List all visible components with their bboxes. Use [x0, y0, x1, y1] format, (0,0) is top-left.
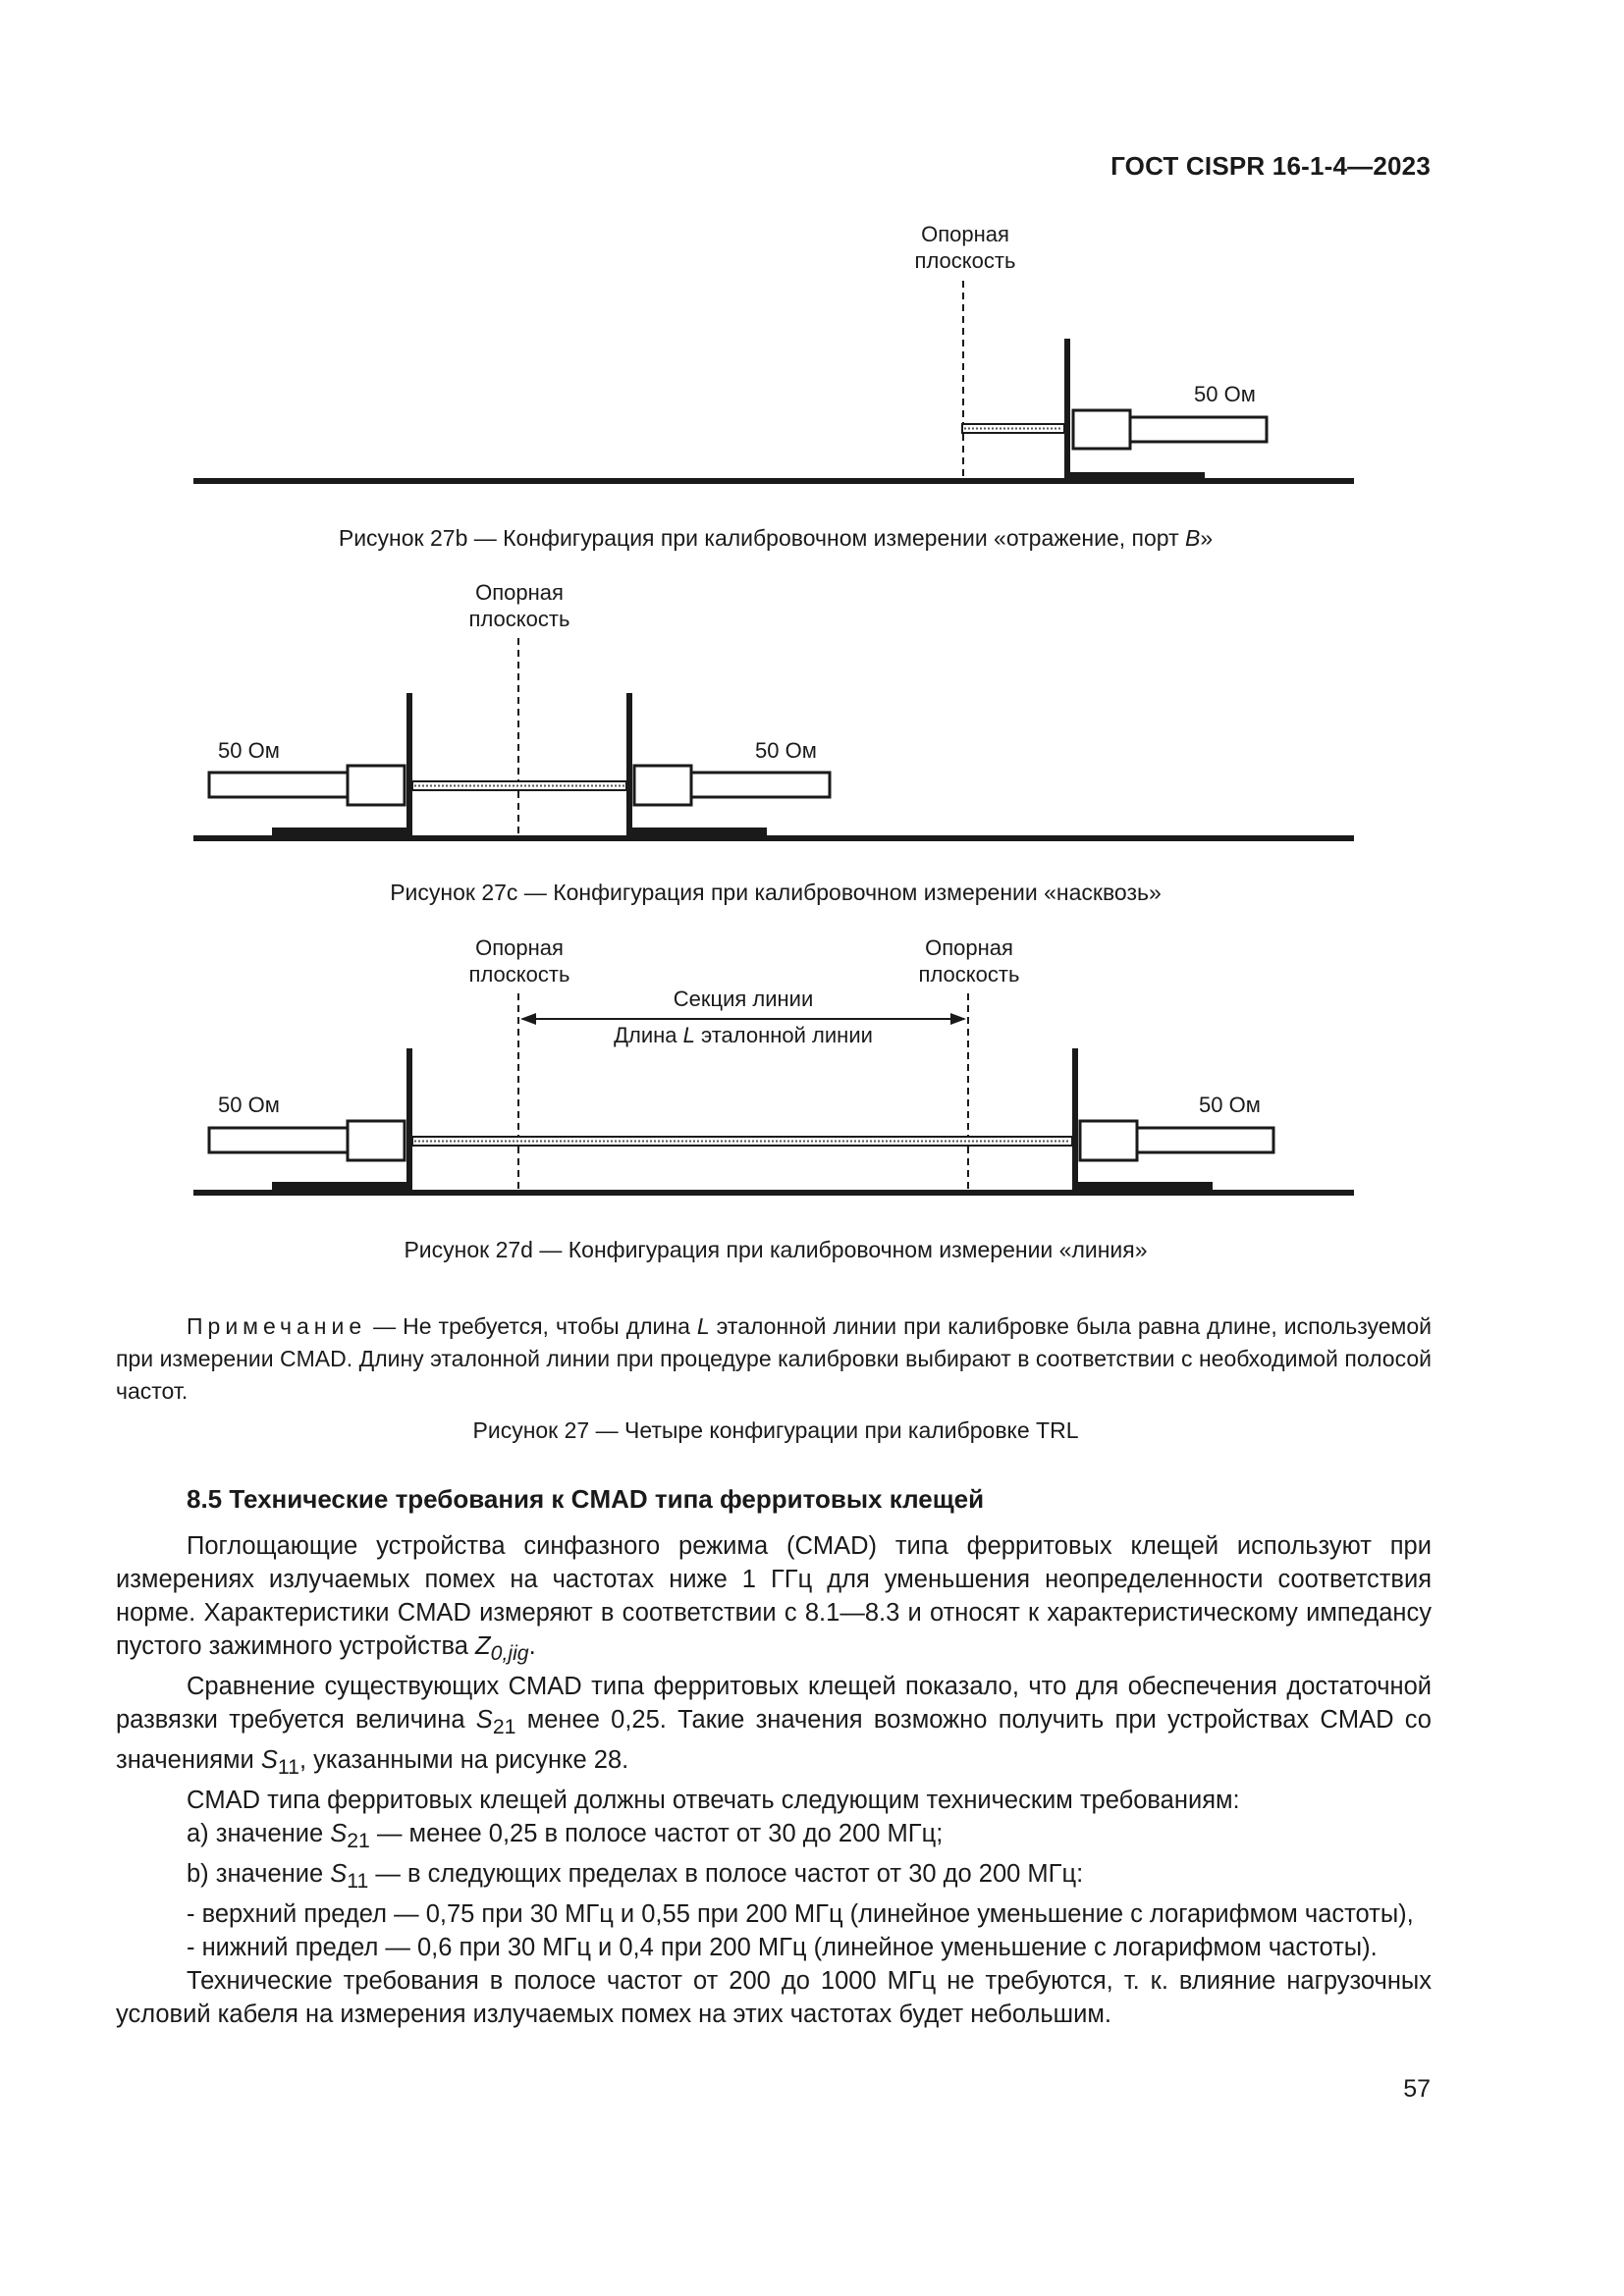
load-50-ohm-label-right: 50 Ом — [1199, 1093, 1261, 1117]
note-label: Примечание — [187, 1313, 367, 1339]
load-50-ohm-right — [1137, 1128, 1273, 1152]
connector-block-right — [1080, 1121, 1137, 1160]
paragraph: Поглощающие устройства синфазного режима (CMAD) типа ферритовых клещей используют при измерениях излучаемых помех на частотах ниже 1 ГГц для уменьшения неопределенности соответствия норме. Характеристики CMAD измеряют в соответствии с 8.1—8.3 и относят к характеристическому импедансу пустого зажимного устройства $Z_{0,jig}$. — [116, 1532, 1432, 1666]
wall-plate-right — [626, 693, 632, 838]
reference-plane-label: плоскость — [914, 248, 1016, 273]
connector-block — [1073, 410, 1130, 449]
arrow-head-left — [520, 1013, 536, 1025]
load-50-ohm-label: 50 Ом — [1194, 382, 1256, 406]
reference-plane-label: Опорная — [921, 222, 1009, 246]
arrow-head-right — [950, 1013, 966, 1025]
reference-plane-label: плоскость — [468, 607, 570, 631]
section-heading: 8.5 Технические требования к CMAD типа ферритовых клещей — [187, 1484, 985, 1514]
wall-plate-right — [1072, 1048, 1078, 1193]
clamp-base-right — [1078, 1182, 1213, 1191]
paragraph: Технические требования в полосе частот от 200 до 1000 МГц не требуются, т. к. влияние нагрузочных условий кабеля на измерения излучаемых помех на этих частотах будет небольшим. — [116, 1967, 1432, 2029]
figure-27d-diagram — [0, 923, 1624, 1207]
load-50-ohm-label-left: 50 Ом — [218, 1093, 280, 1117]
paragraph: CMAD типа ферритовых клещей должны отвечать следующим техническим требованиям: — [187, 1787, 1240, 1815]
list-item: a) значение $S_{21}$ — менее 0,25 в полосе частот от 30 до 200 МГц; — [187, 1820, 944, 1853]
connector-block-right — [634, 766, 691, 805]
connector-block-left — [348, 766, 405, 805]
clamp-base — [1070, 472, 1205, 481]
figure-27c-caption: Рисунок 27с — Конфигурация при калибровочном измерении «насквозь» — [390, 880, 1162, 905]
figure-27-caption: Рисунок 27 — Четыре конфигурации при калибровке TRL — [472, 1417, 1079, 1443]
figure-27d-caption: Рисунок 27d — Конфигурация при калибровочном измерении «линия» — [404, 1237, 1148, 1262]
wall-plate-left — [406, 693, 412, 838]
reference-plane-label-right: Опорная — [925, 935, 1013, 960]
load-50-ohm-right — [691, 773, 830, 797]
load-50-ohm-label-left: 50 Ом — [218, 738, 280, 763]
reference-plane-label-right: плоскость — [918, 962, 1020, 987]
connector-block-left — [348, 1121, 405, 1160]
wall-plate-left — [406, 1048, 412, 1193]
load-50-ohm-left — [209, 773, 348, 797]
reference-plane-label-left: плоскость — [468, 962, 570, 987]
load-50-ohm — [1130, 417, 1267, 442]
paragraph: Сравнение существующих CMAD типа ферритовых клещей показало, что для обеспечения достаточной развязки требуется величина $S_{21}$ менее 0,25. Такие значения возможно получить при устройствах CMAD со значениями $S_{11}$, указанными на рисунке 28. — [116, 1673, 1432, 1780]
figure-27b-diagram — [0, 216, 1624, 501]
figure-note: Примечание — Не требуется, чтобы длина L эталонной линии при калибровке была равна длине, используемой при измерении CMAD. Длину эталонной линии при процедуре калибровки выбирают в соответствии с необходимой полосой частот. — [116, 1313, 1432, 1404]
clamp-base-left — [272, 1182, 406, 1191]
load-50-ohm-label-right: 50 Ом — [755, 738, 817, 763]
figure-27c-diagram — [0, 569, 1624, 854]
list-item: - верхний предел — 0,75 при 30 МГц и 0,55 при 200 МГц (линейное уменьшение с логарифмом частоты), — [187, 1900, 1414, 1929]
figure-27b-caption: Рисунок 27b — Конфигурация при калибровочном измерении «отражение, порт B» — [338, 525, 1214, 551]
clamp-base-right — [632, 828, 767, 836]
reference-plane-label-left: Опорная — [475, 935, 564, 960]
wall-plate — [1064, 339, 1070, 481]
page-number: 57 — [1403, 2075, 1431, 2103]
clamp-base-left — [272, 828, 406, 836]
section-body — [116, 1529, 1432, 2031]
cable-under-test — [412, 781, 626, 790]
reference-plane-label: Опорная — [475, 580, 564, 605]
line-section-label: Секция линии — [673, 987, 814, 1011]
load-50-ohm-left — [209, 1128, 348, 1152]
list-item: b) значение $S_{11}$ — в следующих пределах в полосе частот от 30 до 200 МГц: — [187, 1860, 1084, 1894]
document-id-header: ГОСТ CISPR 16-1-4—2023 — [1110, 151, 1431, 181]
reference-line-length-label: Длина L эталонной линии — [614, 1023, 873, 1047]
list-item: - нижний предел — 0,6 при 30 МГц и 0,4 при 200 МГц (линейное уменьшение с логарифмом частоты). — [187, 1934, 1378, 1962]
